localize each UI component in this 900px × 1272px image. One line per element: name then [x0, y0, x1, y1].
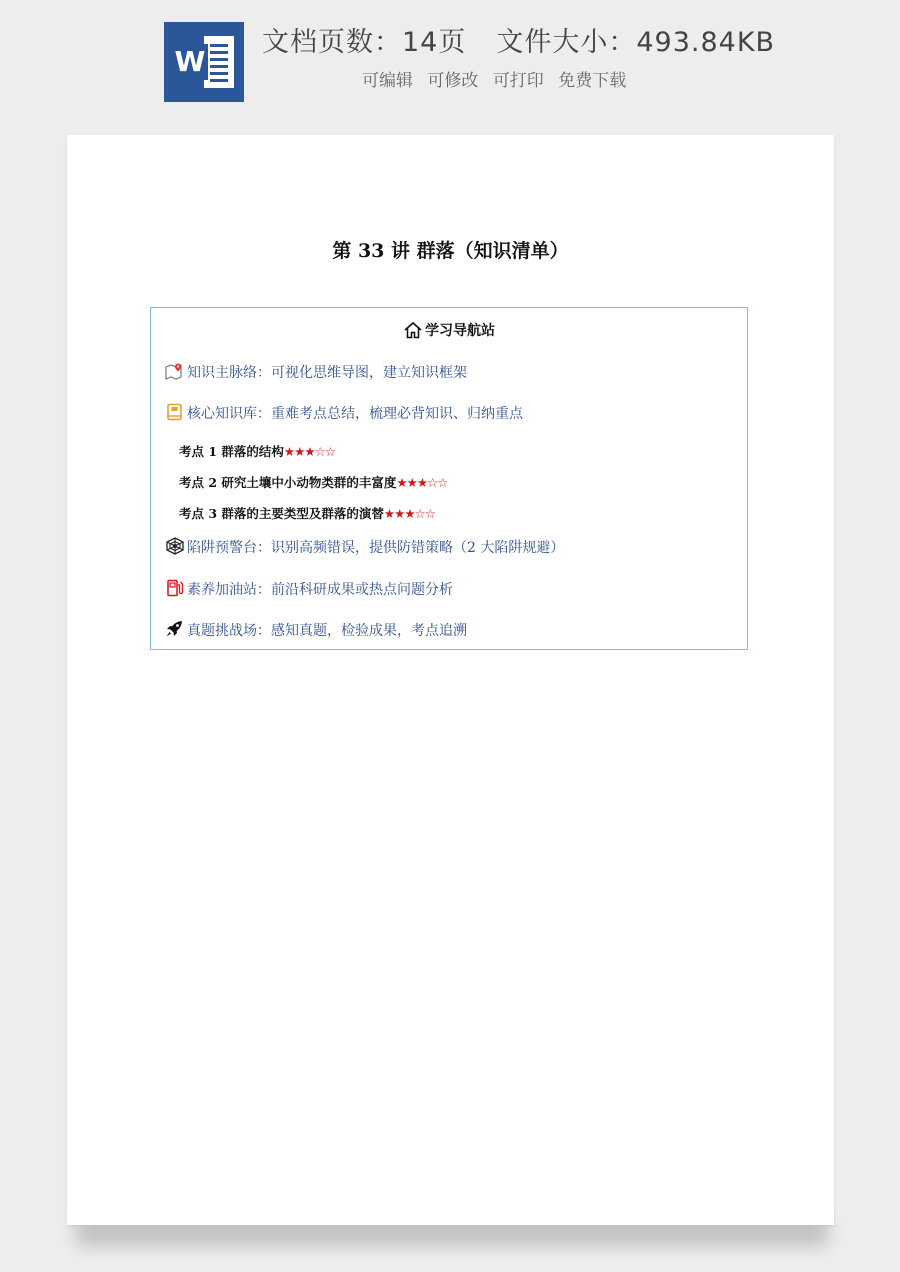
nav-row-text: 知识主脉络：可视化思维导图，建立知识框架 [187, 365, 467, 381]
nav-row-text: 真题挑战场：感知真题，检验成果，考点追溯 [187, 623, 467, 639]
nav-row-trap-warning [165, 537, 564, 557]
home-icon [403, 321, 423, 339]
nav-row-text: 陷阱预警台：识别高频错误，提供防错策略（2 大陷阱规避） [187, 540, 565, 556]
point-text: 考点 3 群落的主要类型及群落的演替 [179, 506, 384, 521]
word-file-icon [164, 22, 244, 102]
permission-download: 免费下载 [558, 71, 627, 91]
document-title: 第 33 讲 群落（知识清单） [332, 240, 569, 262]
star-rating: ★★★☆☆ [383, 506, 435, 521]
nav-heading-text: 学习导航站 [425, 323, 495, 339]
nav-row-text: 素养加油站：前沿科研成果或热点问题分析 [187, 582, 453, 598]
star-rating: ★★★☆☆ [283, 444, 335, 459]
nav-row-literacy [165, 579, 453, 599]
file-info [262, 20, 775, 59]
map-pin-icon [165, 362, 185, 380]
nav-row-mind-map [165, 362, 467, 382]
point-1 [179, 442, 335, 460]
book-icon [165, 403, 185, 421]
permission-print: 可打印 [492, 71, 544, 91]
permission-edit: 可编辑 [362, 71, 413, 91]
point-3 [179, 504, 435, 522]
nav-row-exam-challenge [165, 620, 467, 640]
warning-web-icon [165, 537, 185, 555]
word-logo-letter: W [172, 44, 208, 80]
point-text: 考点 1 群落的结构 [179, 444, 284, 459]
download-banner [0, 0, 900, 120]
file-size: 文件大小：493.84KB [496, 27, 776, 58]
permission-modify: 可修改 [427, 71, 479, 91]
document-page [67, 135, 834, 1225]
rocket-icon [165, 620, 185, 638]
permission-list [362, 66, 635, 91]
page-count: 文档页数：14页 [262, 27, 467, 58]
star-rating: ★★★☆☆ [396, 475, 448, 490]
nav-row-text: 核心知识库：重难考点总结，梳理必背知识、归纳重点 [187, 406, 523, 422]
nav-row-knowledge-base [165, 403, 523, 423]
nav-heading [151, 320, 747, 340]
fuel-pump-icon [165, 579, 185, 597]
point-2 [179, 473, 447, 491]
study-navigation-box [150, 307, 748, 650]
point-text: 考点 2 研究土壤中小动物类群的丰富度 [179, 475, 397, 490]
